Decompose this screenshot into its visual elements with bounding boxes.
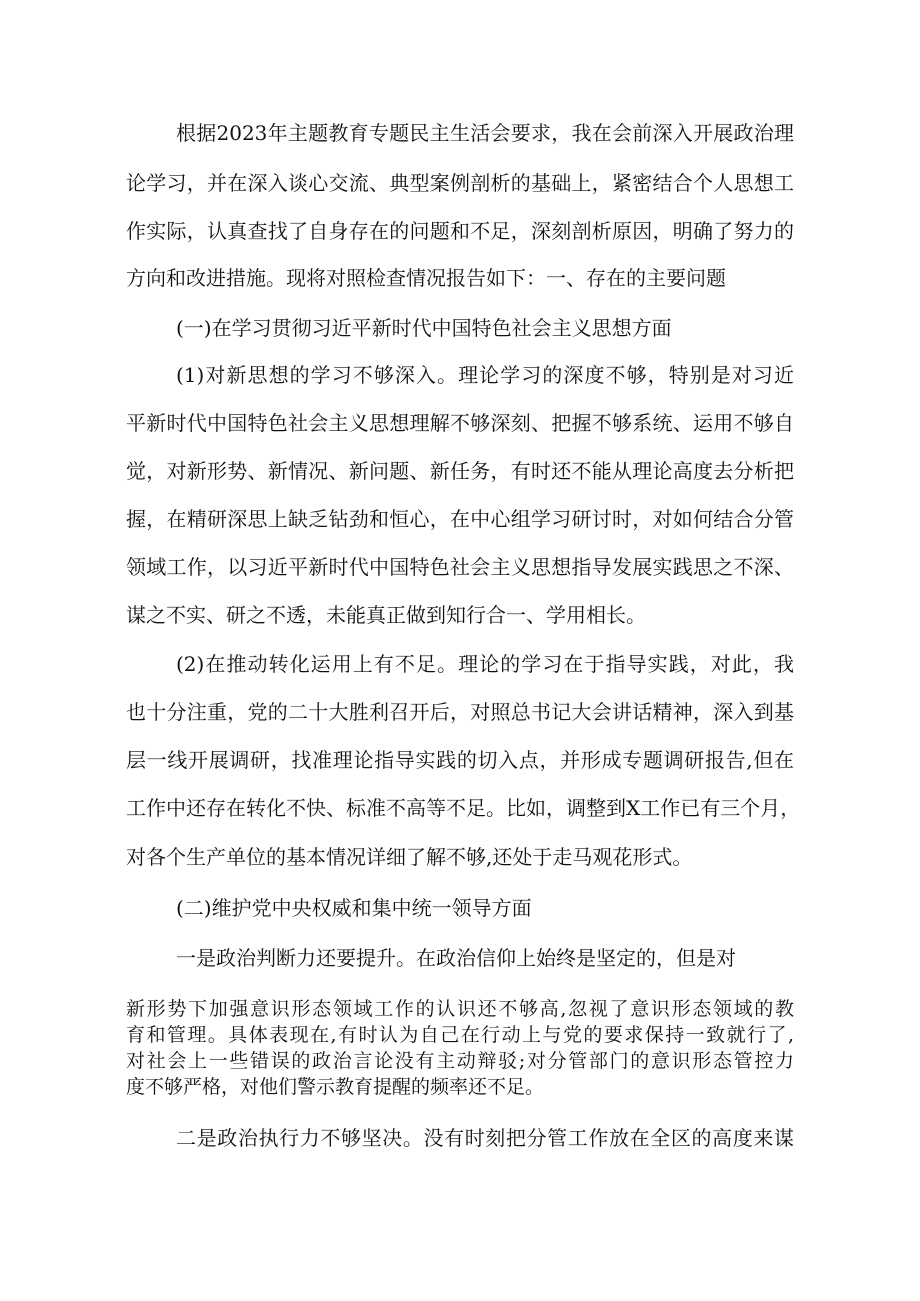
paragraph-line: 度不够严格，对他们警示教育提醒的频率还不足。: [126, 1076, 545, 1098]
section-heading: (一)在学习贯彻习近平新时代中国特色社会主义思想方面: [176, 316, 672, 340]
section-heading: (二)维护党中央权威和集中统一领导方面: [176, 896, 532, 920]
paragraph-line: 觉，对新形势、新情况、新问题、新任务，有时还不能从理论高度去分析把: [126, 459, 794, 483]
paragraph-line: 论学习，并在深入谈心交流、典型案例剖析的基础上，紧密结合个人思想工: [126, 171, 794, 195]
paragraph-line: 方向和改进措施。现将对照检查情况报告如下：一、存在的主要问题: [126, 266, 726, 290]
paragraph-line: 工作中还存在转化不快、标准不高等不足。比如，调整到X工作已有三个月，: [126, 796, 801, 820]
paragraph-line: 平新时代中国特色社会主义思想理解不够深刻、把握不够系统、运用不够自: [126, 411, 794, 435]
paragraph-line: 一是政治判断力还要提升。在政治信仰上始终是坚定的，但是对: [176, 946, 736, 970]
paragraph-line: 对社会上一些错误的政治言论没有主动辩驳;对分管部门的意识形态管控力: [126, 1050, 794, 1072]
paragraph-line: 根据2023年主题教育专题民主生活会要求，我在会前深入开展政治理: [176, 121, 794, 145]
paragraph-line: 握，在精研深思上缺乏钻劲和恒心，在中心组学习研讨时，对如何结合分管: [126, 507, 794, 531]
paragraph-line: 作实际，认真查找了自身存在的问题和不足，深刻剖析原因，明确了努力的: [126, 219, 794, 243]
paragraph-line: 也十分注重，党的二十大胜利召开后，对照总书记大会讲话精神，深入到基: [126, 700, 794, 724]
paragraph-line: 育和管理。具体表现在,有时认为自己在行动上与党的要求保持一致就行了,: [126, 1024, 794, 1046]
paragraph-line: 二是政治执行力不够坚决。没有时刻把分管工作放在全区的高度来谋: [176, 1126, 794, 1150]
paragraph-line: 领域工作，以习近平新时代中国特色社会主义思想指导发展实践思之不深、: [126, 555, 794, 579]
paragraph-line: 谋之不实、研之不透，未能真正做到知行合一、学用相长。: [126, 603, 646, 627]
paragraph-line: 新形势下加强意识形态领域工作的认识还不够高,忽视了意识形态领域的教: [126, 998, 794, 1020]
paragraph-line: 对各个生产单位的基本情况详细了解不够,还处于走马观花形式。: [126, 845, 693, 869]
paragraph-line: (2)在推动转化运用上有不足。理论的学习在于指导实践，对此，我: [176, 652, 794, 676]
paragraph-line: (1)对新思想的学习不够深入。理论学习的深度不够，特别是对习近: [176, 363, 794, 387]
paragraph-line: 层一线开展调研，找准理论指导实践的切入点，并形成专题调研报告,但在: [126, 748, 794, 772]
